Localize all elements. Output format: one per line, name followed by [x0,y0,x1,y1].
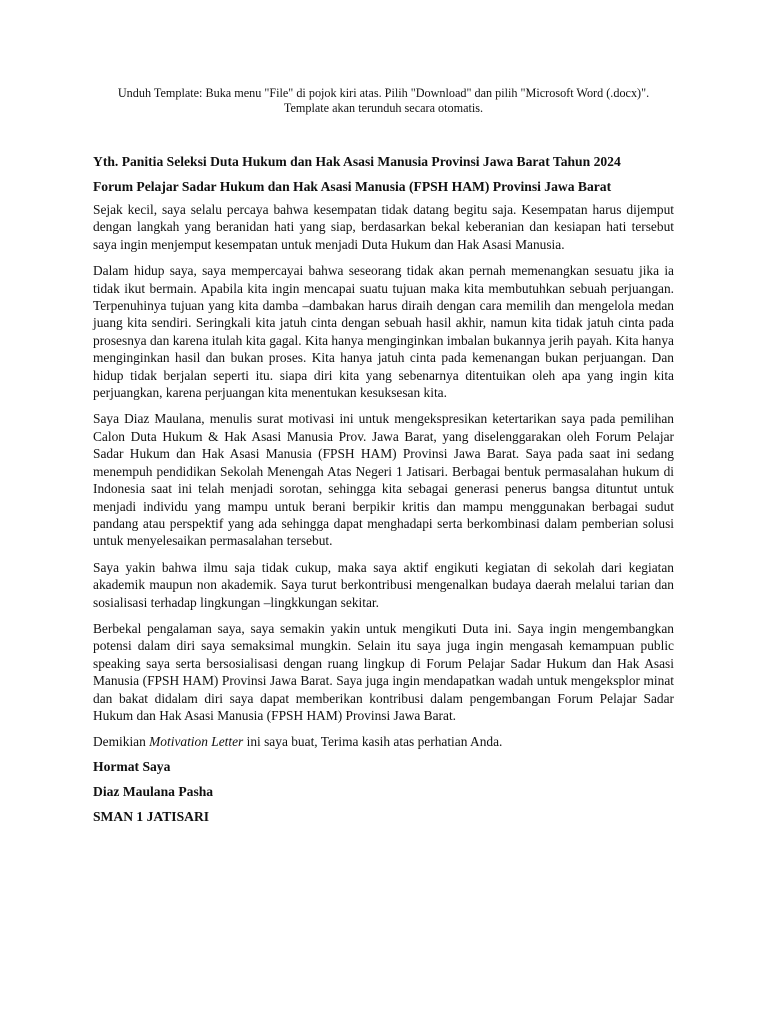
paragraph-belief: Dalam hidup saya, saya mempercayai bahwa seseorang tidak akan pernah memenangkan sesuatu jika ia tidak ikut bermain. Apabila kita ingin mencapai suatu tujuan maka kita membutuhkan sebuah perjuangan. Terpenuhinya tujuan yang kita damba –dambakan harus diraih dengan cara memilih dan mengelola medan juang kita sendiri. Seringkali kita jatuh cinta dengan sebuah hasil akhir, namun kita tidak jatuh cinta pada prosesnya dan karena itulah kita gagal. Kita hanya menginginkan imbalan bukannya jerih payah. Kita hanya menginginkan hasil dan bukan proses. Kita hanya jatuh cinta pada kemenangan bukan perjuangan. Dan hidup tidak berjalan seperti itu. siapa diri kita yang sebenarnya ditentuikan oleh apa yang ingin kita perjuangkan, karena perjuangan kita menentukan kesuksesan kita. [93,263,674,401]
signature-name: Diaz Maulana Pasha [93,783,214,799]
organization-heading: Forum Pelajar Sadar Hukum dan Hak Asasi Manusia (FPSH HAM) Provinsi Jawa Barat [93,179,612,194]
closing-line [93,733,674,750]
recipient-heading: Yth. Panitia Seleksi Duta Hukum dan Hak Asasi Manusia Provinsi Jawa Barat Tahun 2024 [93,154,621,169]
signature-school: SMAN 1 JATISARI [93,808,210,824]
template-instruction-line-2: Template akan terunduh secara otomatis. [283,100,484,115]
paragraph-activities: Saya yakin bahwa ilmu saja tidak cukup, maka saya aktif engikuti kegiatan di sekolah dari kegiatan akademik maupun non akademik. Saya turut berkontribusi mengenalkan budaya daerah melalui tarian dan sosialisasi terhadap lingkungan –lingkkungan sekitar. [93,559,674,610]
paragraph-opening: Sejak kecil, saya selalu percaya bahwa kesempatan tidak datang begitu saja. Kesempatan harus dijemput dengan langkah yang beranidan hati yang siap, berdasarkan bekal keberanian dan kesiapan hati tersebut saya ingin menjemput kesempatan untuk menjadi Duta Hukum dan Hak Asasi Manusia. [93,202,674,252]
signature-greeting: Hormat Saya [93,758,171,774]
paragraph-introduction: Saya Diaz Maulana, menulis surat motivasi ini untuk mengekspresikan ketertarikan saya pada pemilihan Calon Duta Hukum & Hak Asasi Manusia Prov. Jawa Barat, yang diselenggarakan oleh Forum Pelajar Sadar Hukum dan Hak Asasi Manusia (FPSH HAM) Provinsi Jawa Barat. Saya pada saat ini sedang menempuh pendidikan Sekolah Menengah Atas Negeri 1 Jatisari. Berbagai bentuk permasalahan hukum di Indonesia saat ini telah menjadi sorotan, sehingga kita sebagai generasi penerus bangsa dituntut untuk menjadi individu yang mampu untuk berani berpikir kritis dan mampu menggunakan berbagai sudut pandang atau perspektif yang ada sehingga dapat menghadapi serta berkombinasi dalam pemberian solusi untuk menyelesaikan permasalahan tersebut. [93,411,674,549]
closing-suffix: ini saya buat, Terima kasih atas perhatian Anda. [243,734,503,750]
template-instruction-line-1: Unduh Template: Buka menu "File" di pojok kiri atas. Pilih "Download" dan pilih "Microsoft Word (.docx)". [117,86,650,100]
closing-italic: Motivation Letter [149,734,244,750]
paragraph-goals: Berbekal pengalaman saya, saya semakin yakin untuk mengikuti Duta ini. Saya ingin mengembangkan potensi dalam diri saya semaksimal mungkin. Selain itu saya juga ingin mengasah kemampuan public speaking saya serta bersosialisasi dengan ruang lingkup di Forum Pelajar Sadar Hukum dan Hak Asasi Manusia (FPSH HAM) Provinsi Jawa Barat. Saya juga ingin mendapatkan wadah untuk mengeksplor minat dan bakat didalam diri saya dapat memberikan kontribusi dalam pengembangan Forum Pelajar Sadar Hukum dan Hak Asasi Manusia (FPSH HAM) Provinsi Jawa Barat. [93,620,674,723]
template-instruction [93,86,674,115]
closing-prefix: Demikian [93,734,150,750]
